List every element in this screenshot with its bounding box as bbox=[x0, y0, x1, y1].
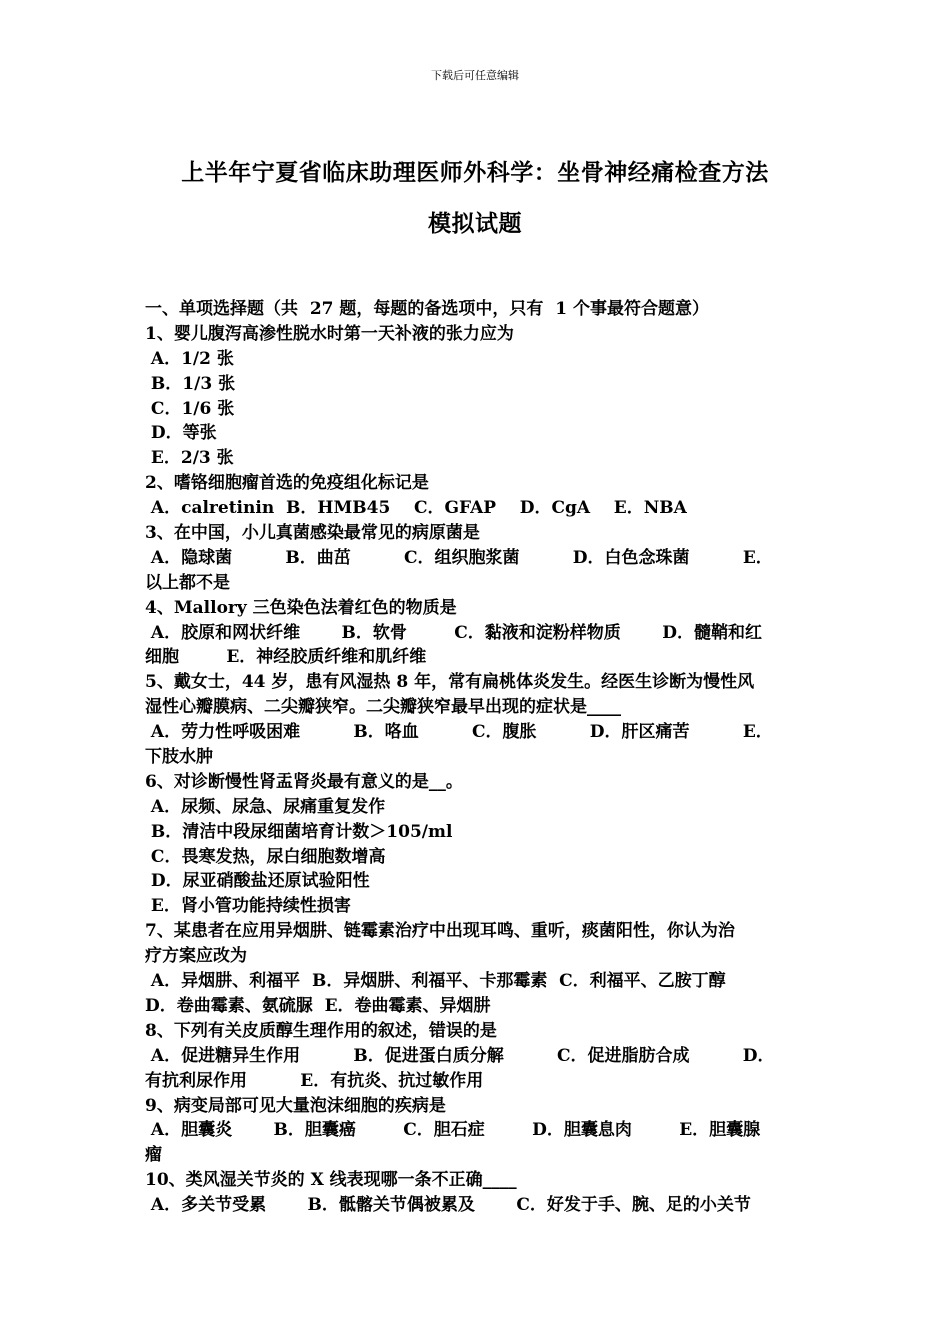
text-line: C．1/6 张 bbox=[145, 398, 235, 419]
text-line: 有抗利尿作用 E．有抗炎、抗过敏作用 bbox=[145, 1070, 484, 1091]
text-line: 下肢水肿 bbox=[145, 747, 213, 768]
text-line: 7、某患者在应用异烟肼、链霉素治疗中出现耳鸣、重听，痰菌阳性，你认为治 bbox=[145, 921, 735, 942]
page-header: 下载后可任意编辑 bbox=[431, 69, 519, 82]
text-line: 3、在中国，小儿真菌感染最常见的病原菌是 bbox=[145, 523, 480, 544]
document-title-line-1: 上半年宁夏省临床助理医师外科学：坐骨神经痛检查方法 bbox=[181, 159, 769, 186]
text-line: C．畏寒发热，尿白细胞数增高 bbox=[145, 846, 386, 867]
text-line: 湿性心瓣膜病、二尖瓣狭窄。二尖瓣狭窄最早出现的症状是____ bbox=[145, 697, 621, 718]
text-line: B．1/3 张 bbox=[145, 373, 236, 394]
text-line: B．清洁中段尿细菌培育计数＞105/ml bbox=[145, 821, 453, 842]
document-title-line-2: 模拟试题 bbox=[428, 210, 522, 237]
text-line: 瘤 bbox=[145, 1145, 162, 1166]
text-line: 8、下列有关皮质醇生理作用的叙述，错误的是 bbox=[145, 1020, 497, 1041]
text-line: 2、嗜铬细胞瘤首选的免疫组化标记是 bbox=[145, 473, 429, 494]
text-line: A．异烟肼、利福平 B．异烟肼、利福平、卡那霉素 C．利福平、乙胺丁醇 bbox=[145, 971, 726, 992]
text-line: A．劳力性呼吸困难 B．咯血 C．腹胀 D．肝区痛苦 E． bbox=[145, 722, 773, 743]
text-line: A．calretinin B．HMB45 C．GFAP D．CgA E．NBA bbox=[145, 498, 687, 519]
text-line: 6、对诊断慢性肾盂肾炎最有意义的是__。 bbox=[145, 771, 463, 792]
text-line: A．尿频、尿急、尿痛重复发作 bbox=[145, 796, 386, 817]
text-line: A．隐球菌 B．曲茁 C．组织胞浆菌 D．白色念珠菌 E． bbox=[145, 547, 773, 568]
text-line: A．促进糖异生作用 B．促进蛋白质分解 C．促进脂肪合成 D． bbox=[145, 1045, 775, 1066]
text-line: 1、婴儿腹泻高渗性脱水时第一天补液的张力应为 bbox=[145, 323, 514, 344]
text-line: 一、单项选择题（共 27 题，每题的备选项中，只有 1 个事最符合题意） bbox=[145, 299, 709, 319]
text-line: A．胆囊炎 B．胆囊癌 C．胆石症 D．胆囊息肉 E．胆囊腺 bbox=[145, 1120, 761, 1141]
text-line: D．等张 bbox=[145, 423, 217, 444]
text-line: 5、戴女士，44 岁，患有风湿热 8 年，常有扁桃体炎发生。经医生诊断为慢性风 bbox=[145, 672, 755, 693]
text-line: 4、Mallory 三色染色法着红色的物质是 bbox=[145, 597, 457, 618]
text-line: D．卷曲霉素、氨硫脲 E．卷曲霉素、异烟肼 bbox=[145, 995, 491, 1016]
document-body bbox=[145, 297, 810, 1218]
text-line: E．肾小管功能持续性损害 bbox=[145, 896, 351, 917]
text-line: A．胶原和网状纤维 B．软骨 C．黏液和淀粉样物质 D．髓鞘和红 bbox=[145, 622, 762, 643]
text-line: A．1/2 张 bbox=[145, 348, 234, 369]
text-line: 10、类风湿关节炎的 X 线表现哪一条不正确____ bbox=[145, 1170, 517, 1191]
text-line: D．尿亚硝酸盐还原试验阳性 bbox=[145, 871, 370, 892]
text-line: E．2/3 张 bbox=[145, 448, 234, 469]
text-line: 疗方案应改为 bbox=[145, 946, 247, 967]
text-line: 细胞 E．神经胶质纤维和肌纤维 bbox=[145, 647, 427, 668]
text-line: 9、病变局部可见大量泡沫细胞的疾病是 bbox=[145, 1095, 446, 1116]
text-line: 以上都不是 bbox=[145, 572, 230, 593]
text-line: A．多关节受累 B．骶髂关节偶被累及 C．好发于手、腕、足的小关节 bbox=[145, 1195, 751, 1216]
